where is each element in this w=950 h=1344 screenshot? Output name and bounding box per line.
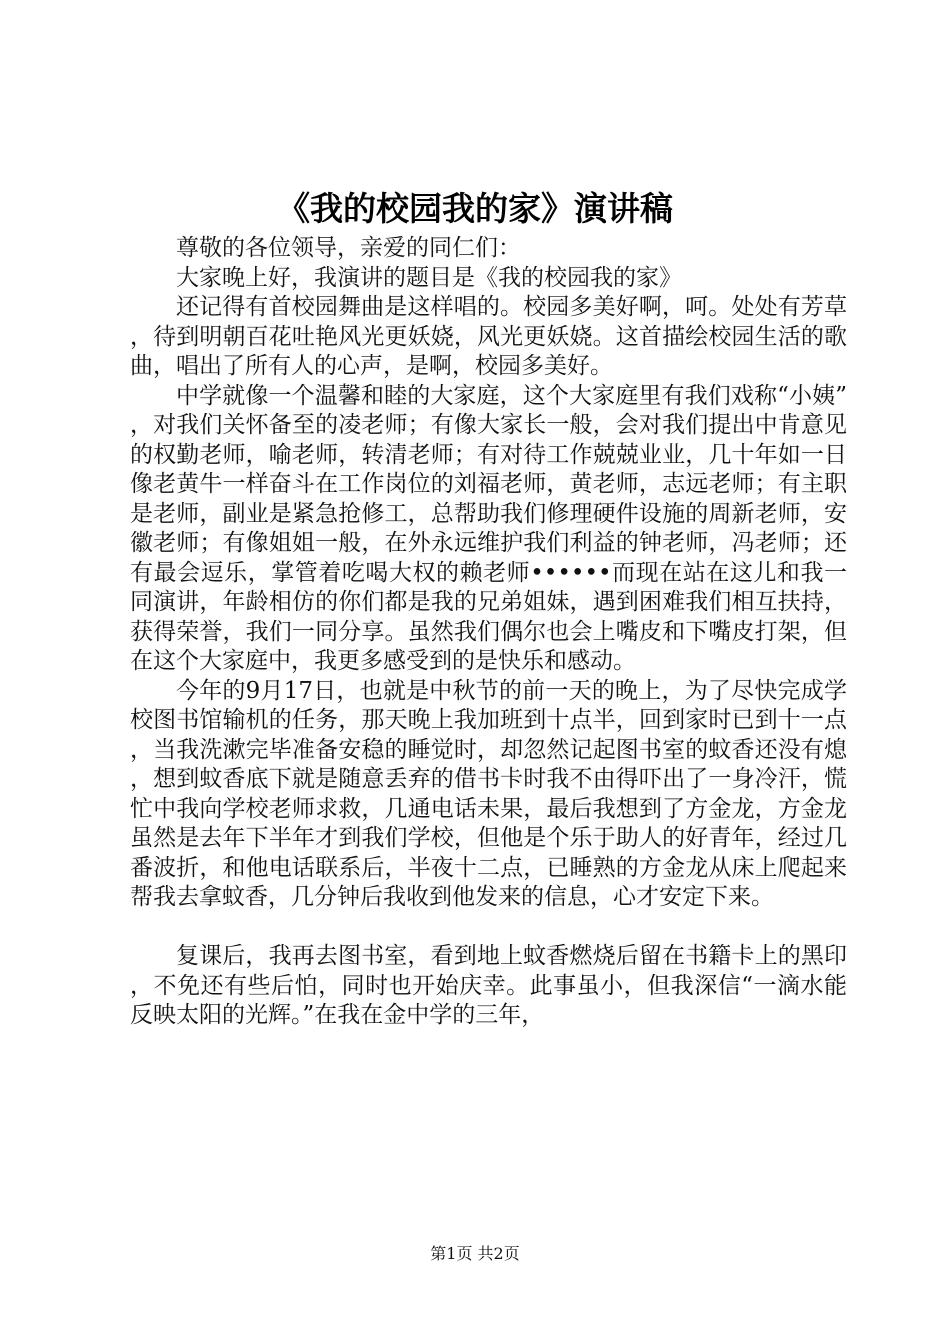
paragraph-big-family: 中学就像一个温馨和睦的大家庭，这个大家庭里有我们戏称“小姨”，对我们关怀备至的凌老师；有像大家长一般，会对我们提出中肯意见的权勤老师，喻老师，转清老师；有对待工作兢兢业业，几十年如一日像老黄牛一样奋斗在工作岗位的刘福老师，黄老师，志远老师；有主职是老师，副业是紧急抢修工，总帮助我们修理硬件设施的周新老师，安徽老师；有像姐姐一般，在外永远维护我们利益的钟老师，冯老师；还有最会逗乐，掌管着吃喝大权的赖老师••••••而现在站在这儿和我一同演讲，年龄相仿的你们都是我的兄弟姐妹，遇到困难我们相互扶持，获得荣誉，我们一同分享。虽然我们偶尔也会上嘴皮和下嘴皮打架，但在这个大家庭中，我更多感受到的是快乐和感动。	[130, 382, 847, 674]
paragraph-mid-autumn-story: 今年的9月17日，也就是中秋节的前一天的晚上，为了尽快完成学校图书馆输机的任务，那天晚上我加班到十点半，回到家时已到十一点，当我洗漱完毕准备安稳的睡觉时，却忽然记起图书室的蚊香还没有熄，想到蚊香底下就是随意丢弃的借书卡时我不由得吓出了一身冷汗，慌忙中我向学校老师求救，几通电话未果，最后我想到了方金龙，方金龙虽然是去年下半年才到我们学校，但他是个乐于助人的好青年，经过几番波折，和他电话联系后，半夜十二点，已睡熟的方金龙从床上爬起来帮我去拿蚊香，几分钟后我收到他发来的信息，心才安定下来。	[130, 677, 847, 910]
paragraph-after-class: 复课后，我再去图书室，看到地上蚊香燃烧后留在书籍卡上的黑印，不免还有些后怕，同时也开始庆幸。此事虽小，但我深信“一滴水能反映太阳的光辉。”在我在金中学的三年，	[130, 943, 847, 1028]
paragraph-salutation: 尊敬的各位领导，亲爱的同仁们：	[176, 235, 521, 261]
paragraph-greeting: 大家晚上好，我演讲的题目是《我的校园我的家》	[176, 264, 682, 291]
page-number-footer: 第1页 共2页	[430, 1244, 520, 1263]
paragraph-school-song: 还记得有首校园舞曲是这样唱的。校园多美好啊，呵。处处有芳草，待到明朝百花吐艳风光更妖娆，风光更妖娆。这首描绘校园生活的歌曲，唱出了所有人的心声，是啊，校园多美好。	[130, 294, 847, 379]
paragraph-blank-line	[130, 913, 847, 943]
document-title: 《我的校园我的家》演讲稿	[277, 189, 673, 228]
document-body	[130, 234, 847, 1031]
